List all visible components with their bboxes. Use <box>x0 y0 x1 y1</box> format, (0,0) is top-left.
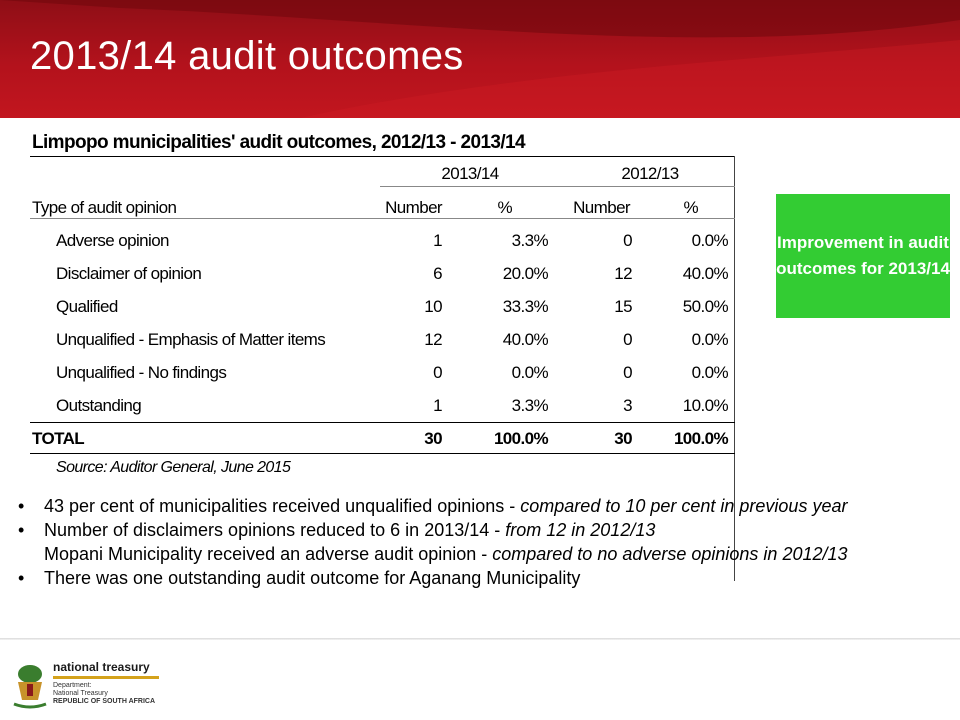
bullet-item <box>18 518 898 542</box>
table-source-note: Source: Auditor General, June 2015 <box>56 459 291 476</box>
bullet-italic-text: compared to 10 per cent in previous year <box>520 496 848 516</box>
total-label: TOTAL <box>32 429 85 448</box>
logo-line-1: Department: <box>53 682 92 689</box>
row-percent-current: 0.0% <box>511 363 548 382</box>
bullet-item <box>18 566 898 590</box>
table-title: Limpopo municipalities' audit outcomes, 2012/13 - 2013/14 <box>32 132 525 153</box>
row-number-previous: 3 <box>623 396 632 415</box>
logo-name: national treasury <box>53 660 150 674</box>
bullet-dot: • <box>18 568 25 588</box>
bullet-text: Number of disclaimers opinions reduced to 6 in 2013/14 - <box>44 520 506 540</box>
column-header-percent-previous: % <box>683 198 698 217</box>
column-header-percent-current: % <box>497 198 512 217</box>
row-percent-previous: 40.0% <box>682 264 728 283</box>
bullet-text: 43 per cent of municipalities received unqualified opinions - <box>44 496 521 516</box>
row-number-previous: 0 <box>623 330 632 349</box>
total-percent-current: 100.0% <box>493 429 548 448</box>
year-header-previous: 2012/13 <box>621 164 679 183</box>
row-number-current: 1 <box>433 396 442 415</box>
row-number-previous: 15 <box>614 297 632 316</box>
row-number-current: 0 <box>433 363 442 382</box>
row-number-previous: 0 <box>623 231 632 250</box>
logo-line-2: National Treasury <box>53 690 108 697</box>
total-percent-previous: 100.0% <box>673 429 728 448</box>
row-percent-current: 3.3% <box>511 231 548 250</box>
row-percent-previous: 10.0% <box>682 396 728 415</box>
logo-bar <box>53 676 159 679</box>
row-percent-current: 20.0% <box>502 264 548 283</box>
logo-line-3: REPUBLIC OF SOUTH AFRICA <box>53 698 156 705</box>
row-percent-current: 40.0% <box>502 330 548 349</box>
row-number-current: 12 <box>424 330 442 349</box>
total-top-rule <box>30 422 735 423</box>
row-label: Disclaimer of opinion <box>56 264 202 283</box>
row-number-current: 10 <box>424 297 442 316</box>
row-label: Unqualified - Emphasis of Matter items <box>56 330 326 349</box>
row-percent-current: 3.3% <box>511 396 548 415</box>
row-percent-previous: 0.0% <box>691 363 728 382</box>
row-percent-current: 33.3% <box>502 297 548 316</box>
bullet-item <box>18 494 898 518</box>
national-treasury-logo <box>10 658 170 716</box>
bullet-text: Mopani Municipality received an adverse audit opinion - <box>44 544 493 564</box>
coat-of-arms-icon <box>10 660 50 710</box>
footer-divider <box>0 638 960 640</box>
row-percent-previous: 50.0% <box>682 297 728 316</box>
total-number-current: 30 <box>424 429 442 448</box>
row-label: Unqualified - No findings <box>56 363 227 382</box>
total-number-previous: 30 <box>614 429 632 448</box>
row-number-previous: 0 <box>623 363 632 382</box>
total-bottom-rule <box>30 453 735 454</box>
year-header-rule <box>380 186 735 187</box>
year-header-current: 2013/14 <box>441 164 499 183</box>
bullet-list <box>18 494 898 590</box>
row-label: Adverse opinion <box>56 231 169 250</box>
row-number-previous: 12 <box>614 264 632 283</box>
bullet-dot: • <box>18 496 25 516</box>
bullet-text: There was one outstanding audit outcome for Aganang Municipality <box>44 568 581 588</box>
column-header-rule <box>30 218 735 219</box>
bullet-continuation <box>18 542 898 566</box>
column-header-type: Type of audit opinion <box>32 198 177 217</box>
callout-text: Improvement in audit outcomes for 2013/14 <box>776 233 950 278</box>
bullet-italic-text: from 12 in 2012/13 <box>505 520 656 540</box>
row-label: Qualified <box>56 297 118 316</box>
title-banner <box>0 0 960 118</box>
improvement-callout <box>776 194 950 318</box>
column-header-number-previous: Number <box>573 198 630 217</box>
row-percent-previous: 0.0% <box>691 330 728 349</box>
bullet-italic-text: compared to no adverse opinions in 2012/13 <box>492 544 848 564</box>
bullet-dot: • <box>18 520 25 540</box>
row-number-current: 1 <box>433 231 442 250</box>
row-label: Outstanding <box>56 396 142 415</box>
row-percent-previous: 0.0% <box>691 231 728 250</box>
slide-title: 2013/14 audit outcomes <box>30 34 464 78</box>
row-number-current: 6 <box>433 264 442 283</box>
column-header-number-current: Number <box>385 198 442 217</box>
table-top-rule <box>30 156 735 157</box>
